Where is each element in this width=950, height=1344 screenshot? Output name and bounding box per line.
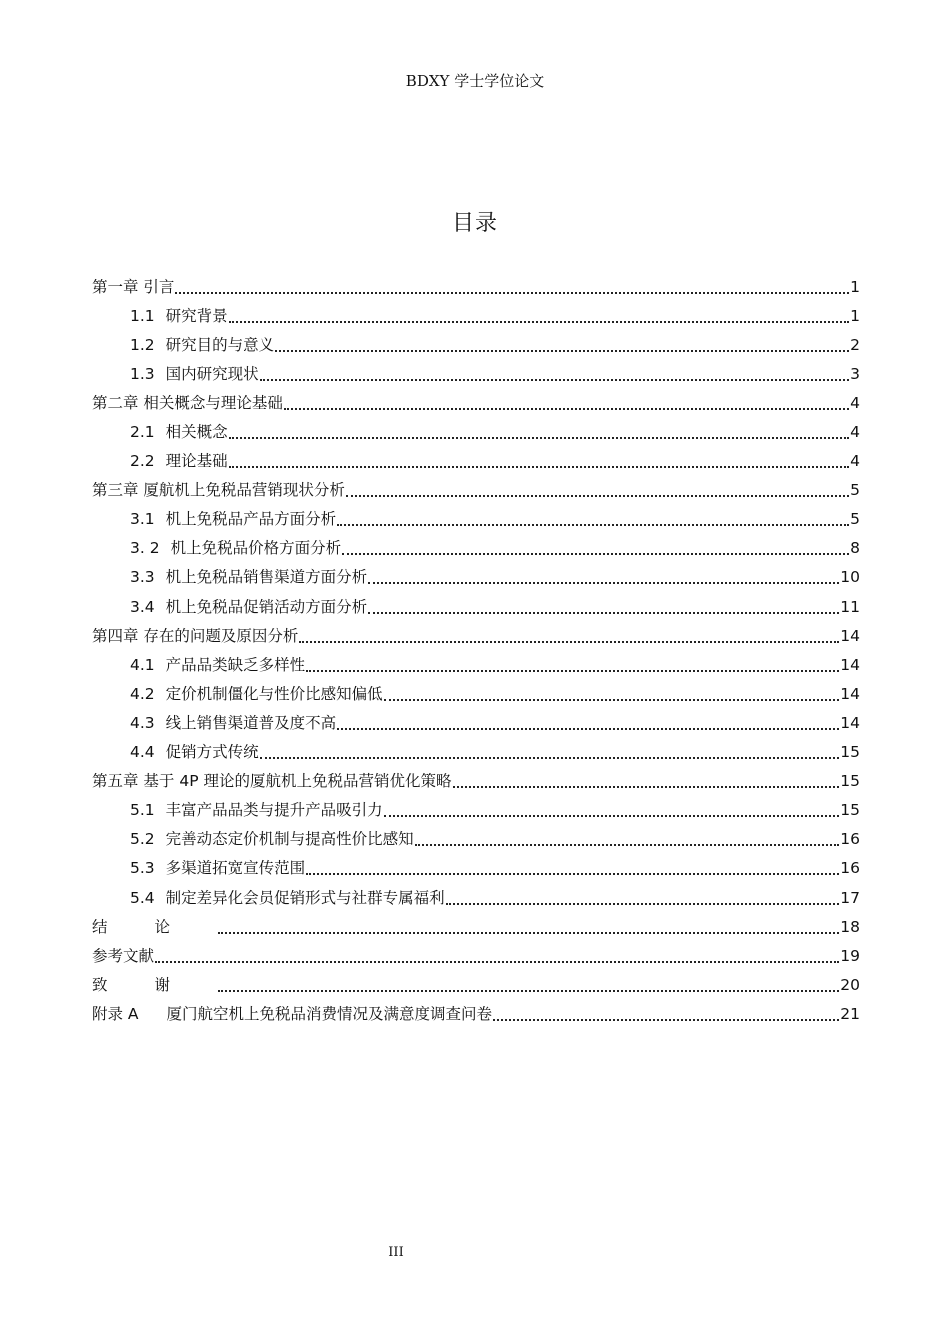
toc-entry-page: 1 — [850, 277, 860, 296]
toc-entry-number: 1.3 — [130, 364, 155, 383]
toc-entry[interactable] — [92, 301, 860, 330]
toc-dot-leader — [229, 321, 849, 323]
toc-dot-leader — [260, 379, 849, 381]
toc-entry-label: 机上免税品价格方面分析 — [170, 539, 342, 558]
toc-entry-number: 3.3 — [130, 568, 155, 587]
toc-entry-number: 4.4 — [130, 743, 155, 762]
toc-entry[interactable] — [92, 359, 860, 388]
toc-dot-leader — [337, 728, 839, 730]
toc-entry-number: 4.1 — [130, 655, 155, 674]
toc-entry-label: 研究背景 — [165, 306, 228, 325]
toc-entry-label: 研究目的与意义 — [165, 335, 275, 354]
toc-dot-leader — [299, 641, 839, 643]
toc-entry-page: 4 — [850, 393, 860, 412]
toc-entry[interactable] — [92, 825, 860, 854]
toc-entry-number: 5.3 — [130, 859, 155, 878]
toc-dot-leader — [260, 757, 840, 759]
toc-entry-label: 多渠道拓宽宣传范围 — [165, 859, 306, 878]
toc-entry[interactable] — [92, 272, 860, 301]
toc-entry-page: 16 — [840, 830, 860, 849]
toc-entry[interactable] — [92, 650, 860, 679]
toc-entry-label: 制定差异化会员促销形式与社群专属福利 — [165, 888, 445, 907]
toc-entry-number: 3. 2 — [130, 539, 160, 558]
toc-entry-page: 15 — [840, 772, 860, 791]
toc-entry[interactable] — [92, 534, 860, 563]
toc-entry-number: 4.3 — [130, 713, 155, 732]
toc-entry[interactable] — [92, 738, 860, 767]
toc-entry-label: 结论 — [92, 917, 218, 936]
toc-entry[interactable] — [92, 941, 860, 970]
page-header: BDXY 学士学位论文 — [405, 72, 545, 90]
toc-entry-number: 1.2 — [130, 335, 155, 354]
toc-title: 目录 — [451, 211, 498, 236]
toc-dot-leader — [368, 582, 839, 584]
toc-entry-number: 1.1 — [130, 306, 155, 325]
toc-dot-leader — [175, 292, 849, 294]
toc-entry-page: 18 — [840, 917, 860, 936]
toc-dot-leader — [493, 1019, 839, 1021]
toc-entry-number: 2.2 — [130, 452, 155, 471]
toc-entry-page: 4 — [850, 452, 860, 471]
toc-entry[interactable] — [92, 883, 860, 912]
toc-entry[interactable] — [92, 999, 860, 1028]
toc-entry[interactable] — [92, 417, 860, 446]
toc-entry-label: 机上免税品产品方面分析 — [165, 510, 337, 529]
toc-dot-leader — [453, 786, 840, 788]
toc-dot-leader — [342, 553, 849, 555]
toc-entry-label: 参考文献 — [92, 946, 155, 965]
toc-entry[interactable] — [92, 388, 860, 417]
toc-entry-page: 5 — [850, 510, 860, 529]
toc-entry[interactable] — [92, 767, 860, 796]
toc-entry-page: 15 — [840, 743, 860, 762]
toc-entry-number: 5.1 — [130, 801, 155, 820]
toc-entry-label: 相关概念 — [165, 423, 228, 442]
toc-entry-label: 第二章 相关概念与理论基础 — [92, 393, 283, 412]
toc-entry-page: 14 — [840, 655, 860, 674]
toc-dot-leader — [284, 408, 849, 410]
toc-dot-leader — [306, 873, 839, 875]
toc-entry[interactable] — [92, 592, 860, 621]
toc-entry-page: 11 — [840, 597, 860, 616]
toc-entry-page: 15 — [840, 801, 860, 820]
toc-entry-label: 促销方式传统 — [165, 743, 259, 762]
toc-dot-leader — [415, 844, 840, 846]
toc-entry-label: 理论基础 — [165, 452, 228, 471]
toc-entry-label: 丰富产品品类与提升产品吸引力 — [165, 801, 383, 820]
toc-entry-label: 第三章 厦航机上免税品营销现状分析 — [92, 481, 345, 500]
toc-entry-page: 14 — [840, 713, 860, 732]
toc-dot-leader — [155, 961, 839, 963]
toc-dot-leader — [346, 495, 849, 497]
toc-entry-label: 国内研究现状 — [165, 364, 259, 383]
toc-entry-label: 机上免税品促销活动方面分析 — [165, 597, 368, 616]
toc-entry-page: 2 — [850, 335, 860, 354]
toc-dot-leader — [229, 437, 849, 439]
toc-entry[interactable] — [92, 796, 860, 825]
toc-dot-leader — [446, 903, 840, 905]
toc-entry-page: 14 — [840, 626, 860, 645]
toc-dot-leader — [306, 670, 839, 672]
toc-entry-label: 第五章 基于 4P 理论的厦航机上免税品营销优化策略 — [92, 772, 452, 791]
toc-entry-number: 5.4 — [130, 888, 155, 907]
toc-entry-number: 4.2 — [130, 684, 155, 703]
toc-entry-label: 第四章 存在的问题及原因分析 — [92, 626, 299, 645]
toc-entry[interactable] — [92, 912, 860, 941]
toc-entry-number: 3.1 — [130, 510, 155, 529]
toc-dot-leader — [384, 815, 840, 817]
toc-entry[interactable] — [92, 447, 860, 476]
toc-entry-page: 17 — [840, 888, 860, 907]
toc-entry[interactable] — [92, 708, 860, 737]
toc-dot-leader — [218, 932, 839, 934]
toc-entry-page: 14 — [840, 684, 860, 703]
toc-entry[interactable] — [92, 330, 860, 359]
toc-dot-leader — [229, 466, 849, 468]
page-number: III — [388, 1245, 404, 1260]
toc-entry[interactable] — [92, 970, 860, 999]
toc-entry-label: 完善动态定价机制与提高性价比感知 — [165, 830, 414, 849]
toc-dot-leader — [218, 990, 839, 992]
toc-entry-number: 3.4 — [130, 597, 155, 616]
toc-entry-page: 21 — [840, 1004, 860, 1023]
toc-entry-page: 19 — [840, 946, 860, 965]
toc-entry-page: 10 — [840, 568, 860, 587]
toc-entry-number: 5.2 — [130, 830, 155, 849]
toc-entry[interactable] — [92, 563, 860, 592]
toc-entry-label: 定价机制僵化与性价比感知偏低 — [165, 684, 383, 703]
toc-entry-page: 4 — [850, 423, 860, 442]
toc-dot-leader — [337, 524, 849, 526]
toc-entry-page: 3 — [850, 364, 860, 383]
toc-entry-number: 2.1 — [130, 423, 155, 442]
toc-entry-label: 致谢 — [92, 975, 218, 994]
toc-entry-page: 20 — [840, 975, 860, 994]
toc-dot-leader — [368, 612, 839, 614]
toc-entry[interactable] — [92, 854, 860, 883]
toc-entry-label: 线上销售渠道普及度不高 — [165, 713, 337, 732]
toc-entry-label: 第一章 引言 — [92, 277, 175, 296]
toc-dot-leader — [275, 350, 849, 352]
toc-entry-label: 产品品类缺乏多样性 — [165, 655, 306, 674]
toc-entry-prefix: 附录 A — [92, 1004, 139, 1023]
toc-entry-label: 厦门航空机上免税品消费情况及满意度调查问卷 — [166, 1004, 493, 1023]
toc-entry-page: 16 — [840, 859, 860, 878]
toc-entry-page: 8 — [850, 539, 860, 558]
toc-entry[interactable] — [92, 621, 860, 650]
toc-entry[interactable] — [92, 476, 860, 505]
toc-entry-label: 机上免税品销售渠道方面分析 — [165, 568, 368, 587]
toc-entry-page: 5 — [850, 481, 860, 500]
table-of-contents — [92, 272, 860, 1028]
toc-entry[interactable] — [92, 679, 860, 708]
toc-dot-leader — [384, 699, 840, 701]
toc-entry-page: 1 — [850, 306, 860, 325]
toc-entry[interactable] — [92, 505, 860, 534]
